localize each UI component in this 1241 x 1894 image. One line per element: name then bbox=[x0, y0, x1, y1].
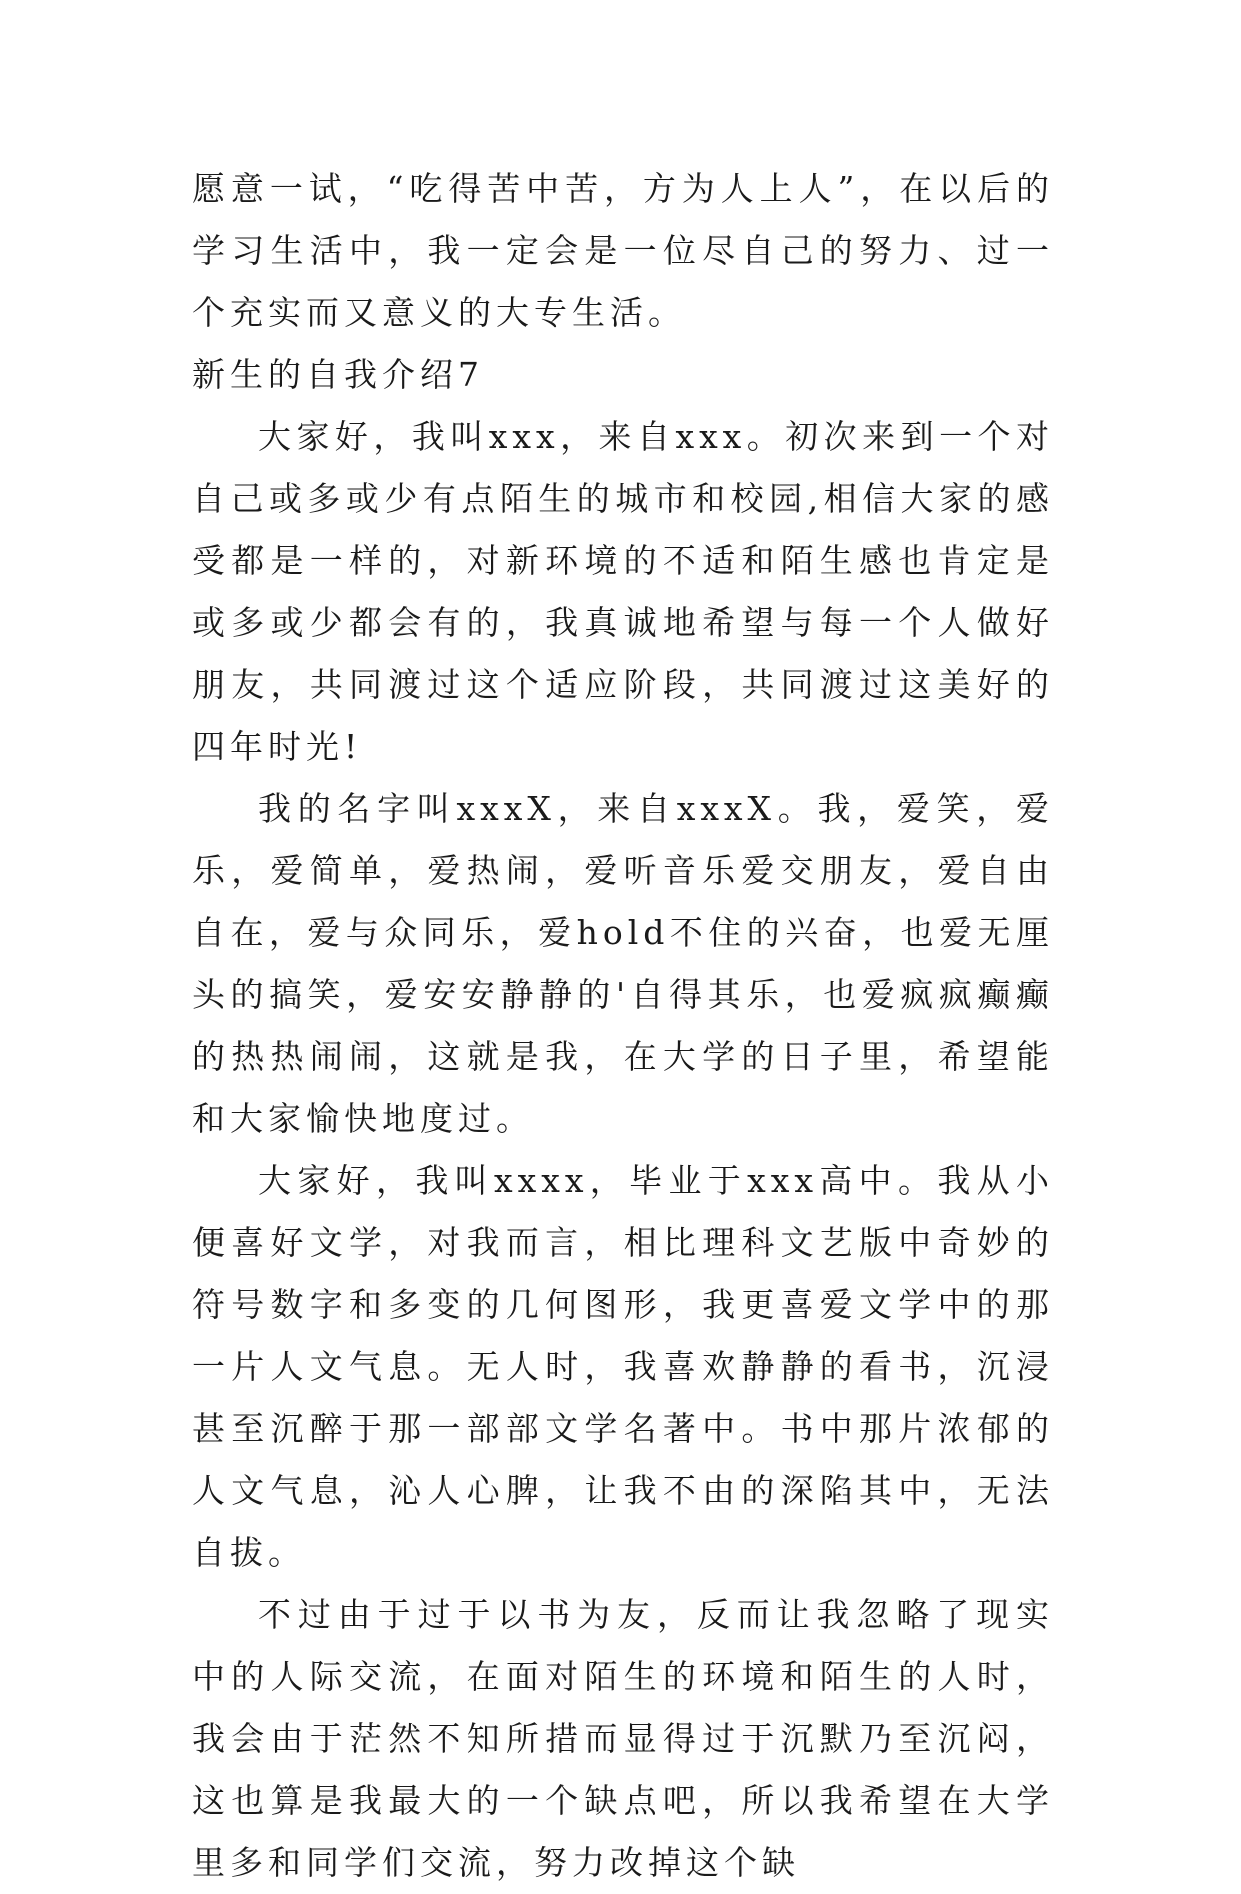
paragraph: 不过由于过于以书为友，反而让我忽略了现实中的人际交流，在面对陌生的环境和陌生的人时，我会由于茫然不知所措而显得过于沉默乃至沉闷，这也算是我最大的一个缺点吧，所以我希望在大学里多和同学们交流，努力改掉这个缺 bbox=[192, 1595, 1054, 1882]
section-heading: 新生的自我介绍7 bbox=[192, 355, 484, 394]
paragraph: 大家好，我叫xxxx，毕业于xxx高中。我从小便喜好文学，对我而言，相比理科文艺版中奇妙的符号数字和多变的几何图形，我更喜爱文学中的那一片人文气息。无人时，我喜欢静静的看书，沉浸甚至沉醉于那一部部文学名著中。书中那片浓郁的人文气息，沁人心脾，让我不由的深陷其中，无法自拔。 bbox=[192, 1161, 1054, 1572]
paragraph: 大家好，我叫xxx，来自xxx。初次来到一个对自己或多或少有点陌生的城市和校园,相信大家的感受都是一样的，对新环境的不适和陌生感也肯定是或多或少都会有的，我真诚地希望与每一个人做好朋友，共同渡过这个适应阶段，共同渡过这美好的四年时光! bbox=[192, 417, 1054, 766]
paragraph: 我的名字叫xxxX，来自xxxX。我，爱笑，爱乐，爱简单，爱热闹，爱听音乐爱交朋友，爱自由自在，爱与众同乐，爱hold不住的兴奋，也爱无厘头的搞笑，爱安安静静的'自得其乐，也爱疯疯癫癫的热热闹闹，这就是我，在大学的日子里，希望能和大家愉快地度过。 bbox=[192, 789, 1054, 1138]
document-body bbox=[192, 158, 1054, 1894]
paragraph-continuation: 愿意一试，“吃得苦中苦，方为人上人”，在以后的学习生活中，我一定会是一位尽自己的努力、过一个充实而又意义的大专生活。 bbox=[192, 169, 1054, 332]
